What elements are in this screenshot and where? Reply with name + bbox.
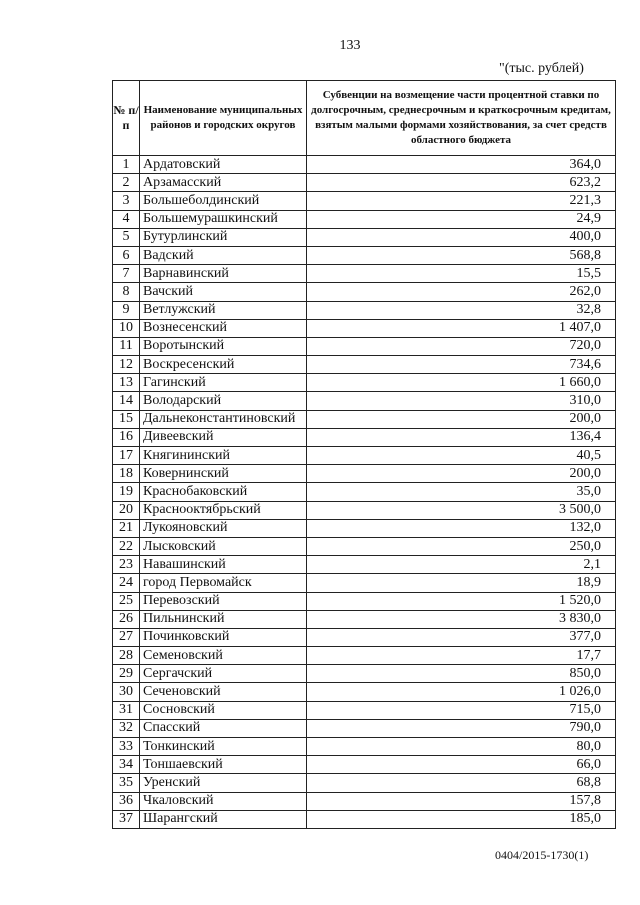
municipality-name: Чкаловский — [140, 792, 307, 810]
subsidy-value: 32,8 — [307, 301, 616, 319]
table-row — [113, 792, 616, 810]
subsidy-value: 2,1 — [307, 556, 616, 574]
table-row — [113, 465, 616, 483]
municipality-name: Сергачский — [140, 665, 307, 683]
subsidy-value: 850,0 — [307, 665, 616, 683]
subsidy-value: 1 407,0 — [307, 319, 616, 337]
municipality-name: Лукояновский — [140, 519, 307, 537]
row-number: 25 — [113, 592, 140, 610]
table-row — [113, 592, 616, 610]
municipality-name: Ковернинский — [140, 465, 307, 483]
subsidy-value: 1 660,0 — [307, 374, 616, 392]
row-number: 16 — [113, 428, 140, 446]
subsidy-value: 3 830,0 — [307, 610, 616, 628]
subsidy-value: 790,0 — [307, 719, 616, 737]
row-number: 21 — [113, 519, 140, 537]
municipality-name: Володарский — [140, 392, 307, 410]
table-row — [113, 319, 616, 337]
municipality-name: Княгининский — [140, 447, 307, 465]
subsidy-value: 24,9 — [307, 210, 616, 228]
subsidy-value: 132,0 — [307, 519, 616, 537]
row-number: 9 — [113, 301, 140, 319]
subsidy-value: 3 500,0 — [307, 501, 616, 519]
table-row — [113, 356, 616, 374]
municipality-name: Уренский — [140, 774, 307, 792]
subsidy-value: 40,5 — [307, 447, 616, 465]
municipality-name: Навашинский — [140, 556, 307, 574]
table-row — [113, 610, 616, 628]
table-row — [113, 719, 616, 737]
row-number: 26 — [113, 610, 140, 628]
subsidy-value: 262,0 — [307, 283, 616, 301]
row-number: 4 — [113, 210, 140, 228]
municipality-name: Семеновский — [140, 647, 307, 665]
subsidy-value: 221,3 — [307, 192, 616, 210]
municipality-name: Воскресенский — [140, 356, 307, 374]
row-number: 12 — [113, 356, 140, 374]
table-row — [113, 774, 616, 792]
table-body — [113, 156, 616, 829]
municipality-name: Дальнеконстантиновский — [140, 410, 307, 428]
municipality-name: Лысковский — [140, 537, 307, 555]
municipality-name: Большемурашкинский — [140, 210, 307, 228]
municipality-name: Починковский — [140, 628, 307, 646]
subsidy-value: 364,0 — [307, 156, 616, 174]
row-number: 10 — [113, 319, 140, 337]
row-number: 34 — [113, 756, 140, 774]
row-number: 8 — [113, 283, 140, 301]
municipality-name: Краснооктябрьский — [140, 501, 307, 519]
row-number: 23 — [113, 556, 140, 574]
row-number: 24 — [113, 574, 140, 592]
row-number: 22 — [113, 537, 140, 555]
table-row — [113, 392, 616, 410]
subsidy-value: 200,0 — [307, 410, 616, 428]
table-row — [113, 574, 616, 592]
municipality-name: Краснобаковский — [140, 483, 307, 501]
table-row — [113, 156, 616, 174]
municipality-name: Большеболдинский — [140, 192, 307, 210]
municipality-name: Вачский — [140, 283, 307, 301]
table-row — [113, 192, 616, 210]
table-row — [113, 246, 616, 264]
row-number: 36 — [113, 792, 140, 810]
table-row — [113, 374, 616, 392]
subsidy-value: 1 520,0 — [307, 592, 616, 610]
row-number: 11 — [113, 337, 140, 355]
table-header-row — [113, 81, 616, 156]
subsidy-value: 310,0 — [307, 392, 616, 410]
table-row — [113, 556, 616, 574]
municipality-name: Ардатовский — [140, 156, 307, 174]
subsidy-value: 80,0 — [307, 738, 616, 756]
table-row — [113, 283, 616, 301]
subsidy-value: 157,8 — [307, 792, 616, 810]
subsidy-value: 715,0 — [307, 701, 616, 719]
row-number: 27 — [113, 628, 140, 646]
municipality-name: Перевозский — [140, 592, 307, 610]
municipality-name: Пильнинский — [140, 610, 307, 628]
page-number: 133 — [339, 38, 361, 53]
table-row — [113, 410, 616, 428]
subsidy-value: 400,0 — [307, 228, 616, 246]
table-row — [113, 810, 616, 828]
table-row — [113, 628, 616, 646]
row-number: 29 — [113, 665, 140, 683]
subsidy-value: 17,7 — [307, 647, 616, 665]
subsidy-value: 15,5 — [307, 265, 616, 283]
table-row — [113, 519, 616, 537]
row-number: 20 — [113, 501, 140, 519]
row-number: 15 — [113, 410, 140, 428]
subsidy-value: 185,0 — [307, 810, 616, 828]
table-row — [113, 428, 616, 446]
municipality-name: Варнавинский — [140, 265, 307, 283]
table-row — [113, 756, 616, 774]
header-subsidy: Субвенции на возмещение части процентной ставки по долгосрочным, среднесрочным и краткосрочным кредитам, взятым малыми формами хозяйствования, за счет средств областного бюджета — [307, 81, 616, 156]
row-number: 17 — [113, 447, 140, 465]
row-number: 6 — [113, 246, 140, 264]
subsidy-value: 68,8 — [307, 774, 616, 792]
subsidy-value: 66,0 — [307, 756, 616, 774]
subsidy-value: 377,0 — [307, 628, 616, 646]
municipality-name: Шарангский — [140, 810, 307, 828]
municipality-name: Ветлужский — [140, 301, 307, 319]
row-number: 2 — [113, 174, 140, 192]
table-row — [113, 210, 616, 228]
row-number: 32 — [113, 719, 140, 737]
table-row — [113, 483, 616, 501]
subsidy-value: 720,0 — [307, 337, 616, 355]
row-number: 35 — [113, 774, 140, 792]
subsidy-value: 35,0 — [307, 483, 616, 501]
table-row — [113, 337, 616, 355]
row-number: 33 — [113, 738, 140, 756]
row-number: 19 — [113, 483, 140, 501]
subsidy-value: 18,9 — [307, 574, 616, 592]
municipality-name: Гагинский — [140, 374, 307, 392]
municipality-name: Спасский — [140, 719, 307, 737]
row-number: 3 — [113, 192, 140, 210]
row-number: 5 — [113, 228, 140, 246]
table-row — [113, 174, 616, 192]
table-row — [113, 301, 616, 319]
row-number: 18 — [113, 465, 140, 483]
subsidy-value: 136,4 — [307, 428, 616, 446]
row-number: 14 — [113, 392, 140, 410]
table-row — [113, 447, 616, 465]
table-row — [113, 228, 616, 246]
row-number: 30 — [113, 683, 140, 701]
table-row — [113, 537, 616, 555]
row-number: 31 — [113, 701, 140, 719]
table-row — [113, 647, 616, 665]
document-code: 0404/2015-1730(1) — [495, 848, 589, 862]
row-number: 13 — [113, 374, 140, 392]
municipality-name: Сеченовский — [140, 683, 307, 701]
row-number: 37 — [113, 810, 140, 828]
table-row — [113, 665, 616, 683]
municipality-name: Бутурлинский — [140, 228, 307, 246]
subsidy-value: 200,0 — [307, 465, 616, 483]
municipality-name: Дивеевский — [140, 428, 307, 446]
table-row — [113, 501, 616, 519]
municipality-name: Тоншаевский — [140, 756, 307, 774]
row-number: 7 — [113, 265, 140, 283]
table-row — [113, 683, 616, 701]
subsidy-value: 568,8 — [307, 246, 616, 264]
table-row — [113, 738, 616, 756]
table-row — [113, 701, 616, 719]
header-municipality: Наименование муниципальных районов и городских округов — [140, 81, 307, 156]
table-row — [113, 265, 616, 283]
row-number: 1 — [113, 156, 140, 174]
municipality-name: Тонкинский — [140, 738, 307, 756]
municipality-name: Вознесенский — [140, 319, 307, 337]
municipality-name: Воротынский — [140, 337, 307, 355]
municipality-name: Сосновский — [140, 701, 307, 719]
subsidy-value: 1 026,0 — [307, 683, 616, 701]
header-number: № п/п — [113, 81, 140, 156]
municipality-name: город Первомайск — [140, 574, 307, 592]
subsidy-value: 734,6 — [307, 356, 616, 374]
subsidy-value: 250,0 — [307, 537, 616, 555]
row-number: 28 — [113, 647, 140, 665]
municipality-name: Арзамасский — [140, 174, 307, 192]
municipality-name: Вадский — [140, 246, 307, 264]
subsidies-table — [112, 80, 616, 829]
units-label: "(тыс. рублей) — [499, 61, 584, 76]
subsidy-value: 623,2 — [307, 174, 616, 192]
